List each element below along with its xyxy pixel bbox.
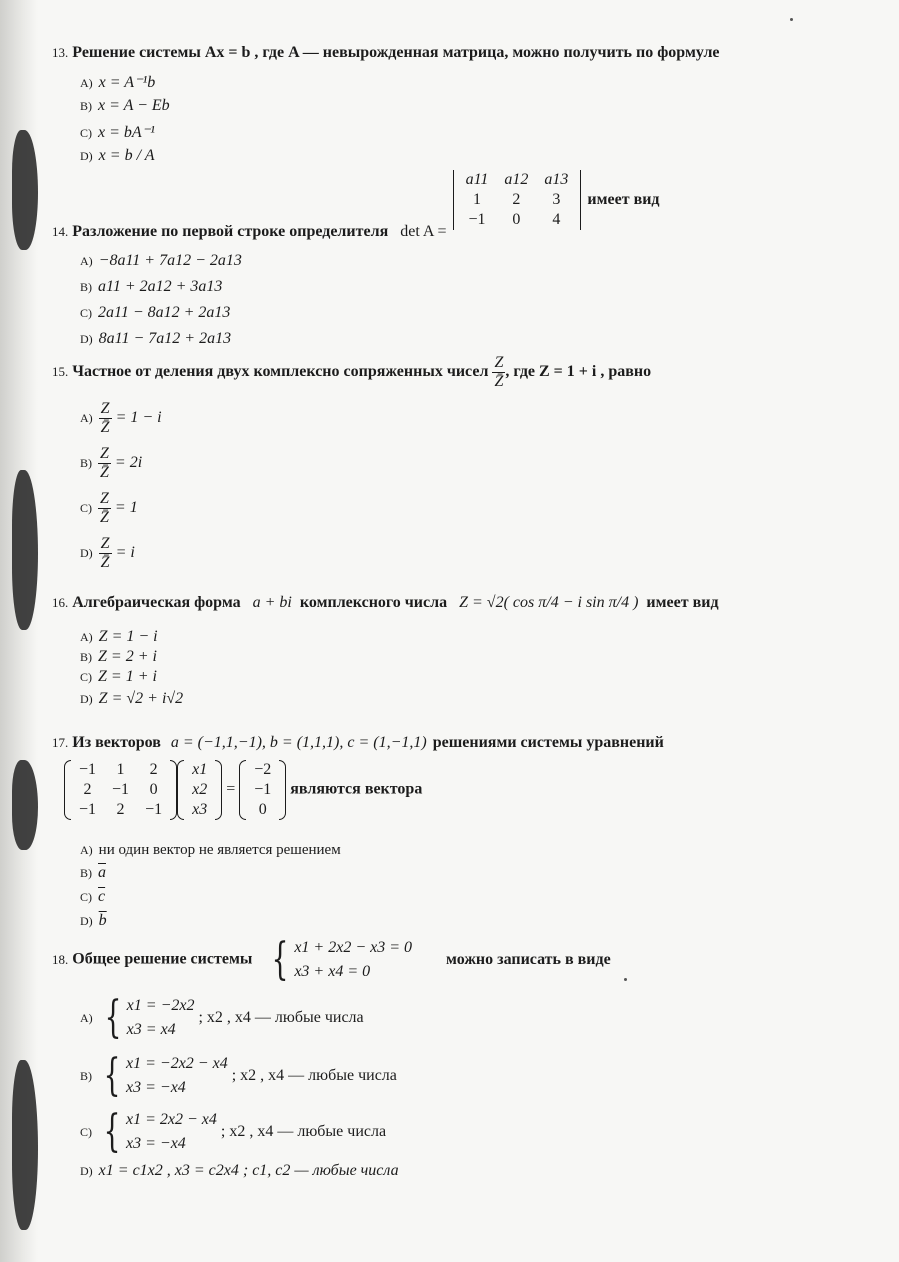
option-letter: D) xyxy=(80,1164,93,1178)
option-formula: Z = 1 + i xyxy=(98,668,157,685)
q17-number: 17. xyxy=(52,735,69,750)
option-letter: D) xyxy=(80,332,93,346)
q18-tail: можно записать в виде xyxy=(446,950,611,968)
q13-text: Решение системы Ax = b , где A — невырожденная матрица, можно получить по формуле xyxy=(72,44,720,61)
q16-text: Алгебраическая форма xyxy=(72,594,241,611)
scan-blot xyxy=(12,130,38,250)
q15-number: 15. xyxy=(52,364,69,380)
q14-tail: имеет вид xyxy=(587,190,660,208)
q14-number: 14. xyxy=(52,223,69,239)
option-formula: x1 = c1x2 , x3 = c2x4 ; c1, c2 — любые числа xyxy=(98,1162,399,1179)
matrix-cell: x3 xyxy=(192,801,208,818)
option-note: ; x2 , x4 — любые числа xyxy=(198,1009,364,1026)
det-cell: 0 xyxy=(512,211,521,228)
q16-option-a xyxy=(80,628,158,646)
option-letter: D) xyxy=(80,692,93,706)
det-cell: 4 xyxy=(552,211,561,228)
q16-mid: комплексного числа xyxy=(299,594,448,611)
system-brace: { xyxy=(103,1050,121,1101)
option-letter: B) xyxy=(80,456,92,471)
q14-option-d xyxy=(80,330,231,348)
scan-speck xyxy=(790,18,793,21)
matrix-cell: 1 xyxy=(116,761,125,778)
matrix-cell: 0 xyxy=(149,781,158,798)
q14-option-b xyxy=(80,278,222,296)
option-system xyxy=(126,1108,217,1156)
option-letter: B) xyxy=(80,1068,92,1083)
q16-option-c xyxy=(80,668,157,686)
q17-matrix-b xyxy=(239,760,286,820)
det-cell: a11 xyxy=(465,171,489,188)
fraction-denominator: Z̄ xyxy=(494,373,504,390)
matrix-cell: −1 xyxy=(254,781,272,798)
q16-expression: Z = √2( cos π/4 − i sin π/4 ) xyxy=(459,594,639,611)
matrix-cell: 2 xyxy=(83,781,92,798)
matrix-cell: −2 xyxy=(254,761,272,778)
option-fraction xyxy=(99,400,112,437)
system-line: x3 = −x4 xyxy=(126,1135,186,1152)
q13-heading xyxy=(52,44,720,62)
option-letter: B) xyxy=(80,280,92,294)
option-formula: Z = 2 + i xyxy=(98,648,157,665)
q18-option-c xyxy=(80,1108,386,1156)
scan-blot xyxy=(12,760,38,850)
system-brace: { xyxy=(271,934,289,985)
q14-option-c xyxy=(80,304,230,322)
q18-number: 18. xyxy=(52,951,69,967)
option-formula: Z = 1 − i xyxy=(98,628,158,645)
fraction-denominator: Z̄ xyxy=(100,419,110,436)
q18-option-a xyxy=(80,994,364,1042)
scan-blot xyxy=(12,1060,38,1230)
det-cell: a13 xyxy=(544,171,569,188)
q18-heading xyxy=(52,936,611,984)
q14-heading xyxy=(52,170,660,240)
fraction-numerator: Z xyxy=(100,535,110,552)
option-letter: C) xyxy=(80,670,92,684)
option-formula: $\overline{a}$ xyxy=(98,864,106,881)
option-rhs: = i xyxy=(115,544,135,562)
q18-system xyxy=(294,936,412,984)
system-brace: { xyxy=(103,1106,121,1157)
q18-text: Общее решение системы xyxy=(72,950,253,968)
q14-det-label: det A = xyxy=(400,222,447,240)
option-formula: 2a11 − 8a12 + 2a13 xyxy=(98,304,231,321)
q17-matrix-equation: −1 1 2 2 −1 0 −1 2 −1 x1 x2 x3 = −2 −1 0 являются вектора xyxy=(64,760,422,820)
option-formula: −8a11 + 7a12 − 2a13 xyxy=(98,252,242,269)
option-rhs: = 2i xyxy=(114,454,143,472)
det-cell: 2 xyxy=(512,191,521,208)
option-letter: D) xyxy=(80,546,93,561)
q17-tail: решениями системы уравнений xyxy=(432,734,664,751)
option-formula: x = A − Eb xyxy=(98,97,170,114)
option-letter: B) xyxy=(80,99,92,113)
system-line: x1 = −2x2 xyxy=(126,997,195,1014)
option-system xyxy=(127,994,195,1042)
q16-number: 16. xyxy=(52,595,69,610)
matrix-cell: 0 xyxy=(258,801,267,818)
option-letter: D) xyxy=(80,914,93,928)
option-formula: $\overline{c}$ xyxy=(98,888,106,905)
system-brace: { xyxy=(104,992,122,1043)
system-line: x1 + 2x2 − x3 = 0 xyxy=(294,939,413,956)
option-letter: A) xyxy=(80,411,93,426)
q16-heading xyxy=(52,594,719,612)
q17-matrix-x xyxy=(177,760,222,820)
matrix-cell: 2 xyxy=(116,801,125,818)
option-formula: Z = √2 + i√2 xyxy=(98,690,184,707)
q14-determinant xyxy=(451,170,584,230)
option-letter: A) xyxy=(80,630,93,644)
det-cell: a12 xyxy=(504,171,529,188)
q13-option-b xyxy=(80,97,170,115)
q17-option-c xyxy=(80,888,105,906)
option-system xyxy=(126,1052,228,1100)
q18-option-d xyxy=(80,1162,399,1180)
det-cell: 1 xyxy=(472,191,481,208)
q13-option-a xyxy=(80,72,155,92)
system-line: x3 = −x4 xyxy=(126,1079,186,1096)
matrix-cell: −1 xyxy=(79,761,97,778)
scan-speck xyxy=(624,978,627,981)
fraction-denominator: Z̄ xyxy=(100,509,109,526)
q17-option-b xyxy=(80,864,106,882)
fraction-denominator: Z̄ xyxy=(100,554,110,571)
system-line: x1 = −2x2 − x4 xyxy=(126,1055,228,1072)
option-fraction xyxy=(98,490,111,527)
q15-option-c xyxy=(80,490,138,527)
q16-option-b xyxy=(80,648,157,666)
option-letter: A) xyxy=(80,76,93,90)
fraction-numerator: Z xyxy=(100,445,109,462)
q14-option-a xyxy=(80,252,242,270)
fraction-numerator: Z xyxy=(100,490,109,507)
q15-option-b xyxy=(80,445,142,482)
fraction-denominator: Z̄ xyxy=(100,464,109,481)
option-letter: B) xyxy=(80,650,92,664)
matrix-cell: x1 xyxy=(192,761,208,778)
fraction-numerator: Z xyxy=(494,354,504,371)
q16-tail: имеет вид xyxy=(646,594,719,611)
system-line: x3 + x4 = 0 xyxy=(294,963,371,980)
q15-tail: , где Z = 1 + i , равно xyxy=(505,363,652,381)
option-letter: B) xyxy=(80,866,92,880)
option-letter: A) xyxy=(80,1010,93,1025)
option-note: ; x2 , x4 — любые числа xyxy=(231,1067,397,1084)
q15-text: Частное от деления двух комплексно сопряженных чисел xyxy=(72,363,489,381)
option-letter: C) xyxy=(80,126,92,140)
det-cell: 3 xyxy=(552,191,561,208)
option-rhs: = 1 − i xyxy=(115,409,162,427)
q13-option-d xyxy=(80,147,155,165)
option-fraction xyxy=(99,535,112,572)
option-formula: x = A⁻¹b xyxy=(98,74,156,91)
q16-option-d xyxy=(80,690,183,708)
option-formula: x = bA⁻¹ xyxy=(98,124,155,141)
matrix-cell: 2 xyxy=(149,761,158,778)
q14-text: Разложение по первой строке определителя xyxy=(72,222,389,240)
system-line: x1 = 2x2 − x4 xyxy=(126,1111,217,1128)
q17-heading xyxy=(52,734,664,752)
det-cell: −1 xyxy=(468,211,486,228)
matrix-cell: −1 xyxy=(79,801,97,818)
option-letter: C) xyxy=(80,306,92,320)
q16-form: a + bi xyxy=(252,594,292,611)
option-note: ; x2 , x4 — любые числа xyxy=(220,1123,387,1140)
matrix-cell: −1 xyxy=(112,781,130,798)
option-formula: a11 + 2a12 + 3a13 xyxy=(98,278,223,295)
option-fraction xyxy=(98,445,111,482)
q15-fraction xyxy=(492,354,505,391)
system-line: x3 = x4 xyxy=(126,1021,176,1038)
q17-option-a xyxy=(80,842,341,859)
matrix-cell: −1 xyxy=(145,801,163,818)
q17-option-d xyxy=(80,912,107,930)
option-formula: 8a11 − 7a12 + 2a13 xyxy=(98,330,232,347)
q13-number: 13. xyxy=(52,45,69,60)
scan-blot xyxy=(12,470,38,630)
option-letter: D) xyxy=(80,149,93,163)
option-formula: $\overline{b}$ xyxy=(98,912,107,929)
option-text: ни один вектор не является решением xyxy=(98,842,341,858)
option-letter: C) xyxy=(80,1124,92,1139)
q17-vectors: a = (−1,1,−1), b = (1,1,1), c = (1,−1,1) xyxy=(170,734,427,751)
q13-option-c xyxy=(80,122,155,142)
option-letter: C) xyxy=(80,501,92,516)
option-letter: C) xyxy=(80,890,92,904)
q17-matrix-a xyxy=(64,760,177,820)
matrix-cell: x2 xyxy=(192,781,208,798)
q15-option-a xyxy=(80,400,162,437)
option-letter: A) xyxy=(80,843,93,857)
q17-line2: являются вектора xyxy=(290,780,423,798)
fraction-numerator: Z xyxy=(100,400,110,417)
q17-text: Из векторов xyxy=(72,734,161,751)
q18-option-b xyxy=(80,1052,397,1100)
option-formula: x = b / A xyxy=(98,147,155,164)
option-rhs: = 1 xyxy=(114,499,138,517)
q15-heading xyxy=(52,354,651,391)
q15-option-d xyxy=(80,535,135,572)
option-letter: A) xyxy=(80,254,93,268)
